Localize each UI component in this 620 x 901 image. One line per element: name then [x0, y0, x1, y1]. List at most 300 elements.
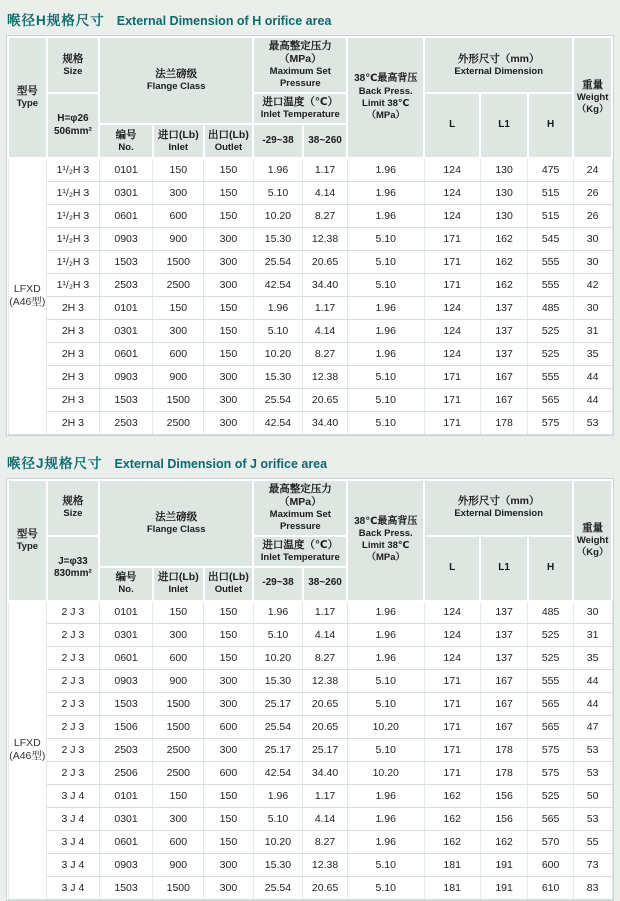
spec-cell: 1¹/₂H 3 [47, 204, 100, 227]
spec-row [8, 365, 612, 388]
col-header-h [528, 93, 573, 158]
model-type-cell [8, 158, 47, 434]
spec-cell: 20.65 [303, 716, 348, 739]
spec-cell: 150 [153, 785, 204, 808]
col-header-temp-range-2 [303, 567, 348, 601]
outlet-label-en: Outlet [205, 584, 253, 596]
spec-cell: 600 [153, 647, 204, 670]
spec-cell: 1.17 [303, 601, 348, 624]
spec-cell: 300 [204, 388, 254, 411]
col-header-inlet-temperature [253, 93, 347, 124]
spec-cell: 83 [573, 877, 612, 900]
spec-cell: 565 [528, 388, 573, 411]
spec-cell: 2 J 3 [47, 693, 100, 716]
section-title-j-cn: 喉径J规格尺寸 [7, 456, 103, 471]
spec-cell: 900 [153, 854, 204, 877]
flange-label-cn: 法兰磅级 [100, 68, 252, 81]
spec-row [8, 342, 612, 365]
col-header-back-pressure [347, 480, 424, 601]
spec-cell: 167 [480, 388, 528, 411]
h-table-header [8, 37, 612, 158]
spec-cell: 5.10 [253, 319, 303, 342]
spec-cell: 300 [153, 624, 204, 647]
spec-cell: 181 [424, 854, 480, 877]
spec-cell: 25.54 [253, 388, 303, 411]
spec-cell: 10.20 [253, 204, 303, 227]
max-set-label-en: Maximum Set Pressure [254, 509, 346, 533]
spec-cell: 0601 [99, 647, 153, 670]
spec-cell: 191 [480, 877, 528, 900]
spec-cell: 485 [528, 296, 573, 319]
spec-cell: 1503 [99, 693, 153, 716]
col-header-l1 [480, 93, 528, 158]
inlet-label-en: Inlet [154, 584, 203, 596]
spec-cell: 600 [153, 204, 204, 227]
spec-cell: 26 [573, 204, 612, 227]
ext-dim-label-en: External Dimension [425, 66, 572, 78]
no-label-en: No. [100, 584, 152, 596]
spec-row [8, 831, 612, 854]
spec-cell: 600 [204, 716, 254, 739]
back-press-line3: Limit 38℃ [348, 98, 423, 110]
spec-cell: 42 [573, 273, 612, 296]
spec-cell: 300 [204, 854, 254, 877]
col-header-back-pressure [347, 37, 424, 158]
spec-cell: 137 [480, 342, 528, 365]
l1-label: L1 [481, 119, 527, 132]
spec-cell: 5.10 [347, 739, 424, 762]
weight-label-en: Weight [574, 92, 611, 104]
spec-cell: 10.20 [253, 647, 303, 670]
h-label: H [529, 119, 572, 132]
spec-cell: 0601 [99, 831, 153, 854]
spec-cell: 124 [424, 319, 480, 342]
spec-cell: 575 [528, 762, 573, 785]
spec-cell: 600 [204, 762, 254, 785]
spec-cell: 44 [573, 388, 612, 411]
spec-row [8, 273, 612, 296]
spec-cell: 124 [424, 624, 480, 647]
spec-cell: 1.96 [347, 181, 424, 204]
spec-cell: 515 [528, 181, 573, 204]
spec-cell: 1.96 [347, 204, 424, 227]
spec-cell: 1.96 [347, 808, 424, 831]
spec-cell: 2500 [153, 411, 204, 434]
back-press-line4: （MPa） [348, 110, 423, 122]
spec-cell: 24 [573, 158, 612, 181]
spec-cell: 171 [424, 250, 480, 273]
spec-cell: 8.27 [303, 831, 348, 854]
spec-cell: 0903 [99, 365, 153, 388]
section-title-h [0, 0, 620, 35]
spec-cell: 525 [528, 647, 573, 670]
spec-cell: 150 [204, 831, 254, 854]
spec-cell: 0903 [99, 854, 153, 877]
spec-cell: 0301 [99, 319, 153, 342]
spec-cell: 0301 [99, 624, 153, 647]
spec-cell: 0903 [99, 670, 153, 693]
spec-cell: 3 J 4 [47, 877, 100, 900]
spec-cell: 2500 [153, 762, 204, 785]
outlet-label-cn: 出口(Lb) [205, 129, 253, 142]
model-type-line2: (A46型) [9, 296, 47, 310]
no-label-cn: 编号 [100, 129, 152, 142]
spec-cell: 300 [204, 877, 254, 900]
back-press-line2: Back Press. [348, 86, 423, 98]
col-header-no [99, 124, 153, 158]
size-label-en: Size [48, 66, 99, 78]
spec-cell: 5.10 [253, 808, 303, 831]
spec-cell: 162 [424, 808, 480, 831]
spec-cell: 53 [573, 762, 612, 785]
type-label-en: Type [9, 541, 46, 553]
spec-cell: 124 [424, 158, 480, 181]
spec-cell: 150 [204, 181, 254, 204]
spec-cell: 2H 3 [47, 296, 100, 319]
spec-cell: 171 [424, 739, 480, 762]
spec-cell: 171 [424, 693, 480, 716]
spec-cell: 42.54 [253, 411, 303, 434]
col-header-outlet [204, 124, 254, 158]
spec-cell: 1500 [153, 877, 204, 900]
spec-cell: 130 [480, 181, 528, 204]
spec-cell: 575 [528, 739, 573, 762]
ext-dim-label-cn: 外形尺寸（mm） [425, 53, 572, 66]
col-header-temp-range-2 [303, 124, 348, 158]
section-title-h-cn: 喉径H规格尺寸 [7, 13, 105, 28]
spec-row [8, 670, 612, 693]
spec-cell: 150 [153, 601, 204, 624]
max-set-label-cn: 最高整定压力（MPa） [254, 40, 346, 66]
spec-cell: 124 [424, 601, 480, 624]
spec-cell: 1506 [99, 716, 153, 739]
spec-cell: 10.20 [347, 716, 424, 739]
col-header-temp-range-1 [253, 567, 303, 601]
spec-cell: 515 [528, 204, 573, 227]
spec-cell: 570 [528, 831, 573, 854]
spec-cell: 30 [573, 601, 612, 624]
spec-cell: 171 [424, 716, 480, 739]
h-orifice-table [7, 36, 613, 435]
spec-cell: 137 [480, 296, 528, 319]
spec-cell: 124 [424, 204, 480, 227]
spec-cell: 600 [153, 831, 204, 854]
spec-cell: 525 [528, 624, 573, 647]
section-title-j [0, 436, 620, 478]
col-header-h [528, 536, 573, 601]
spec-cell: 1500 [153, 716, 204, 739]
spec-cell: 150 [204, 319, 254, 342]
spec-cell: 1503 [99, 877, 153, 900]
col-header-flange-class [99, 37, 253, 124]
spec-cell: 20.65 [303, 693, 348, 716]
spec-cell: 2503 [99, 411, 153, 434]
col-header-l [424, 93, 480, 158]
spec-cell: 5.10 [347, 854, 424, 877]
col-header-outlet [204, 567, 254, 601]
spec-cell: 55 [573, 831, 612, 854]
spec-cell: 162 [480, 250, 528, 273]
spec-cell: 600 [153, 342, 204, 365]
type-label-en: Type [9, 98, 46, 110]
flange-label-cn: 法兰磅级 [100, 511, 252, 524]
section-title-h-en: External Dimension of H orifice area [117, 14, 332, 28]
spec-cell: 30 [573, 296, 612, 319]
spec-row [8, 601, 612, 624]
spec-cell: 15.30 [253, 227, 303, 250]
size-label-cn: 规格 [48, 495, 99, 508]
spec-cell: 35 [573, 342, 612, 365]
spec-cell: 5.10 [347, 670, 424, 693]
col-header-size [47, 480, 100, 536]
spec-cell: 171 [424, 411, 480, 434]
spec-cell: 3 J 4 [47, 808, 100, 831]
spec-cell: 137 [480, 319, 528, 342]
spec-cell: 5.10 [347, 273, 424, 296]
model-type-line1: LFXD [9, 283, 47, 297]
spec-cell: 900 [153, 227, 204, 250]
spec-cell: 1¹/₂H 3 [47, 273, 100, 296]
inlet-temp-label-cn: 进口温度（℃） [254, 539, 346, 552]
spec-cell: 0301 [99, 181, 153, 204]
spec-cell: 0601 [99, 204, 153, 227]
spec-cell: 1.96 [253, 785, 303, 808]
spec-cell: 545 [528, 227, 573, 250]
spec-row [8, 739, 612, 762]
h-label: H [529, 562, 572, 575]
spec-cell: 475 [528, 158, 573, 181]
col-header-weight [573, 480, 612, 601]
spec-cell: 300 [204, 365, 254, 388]
j-orifice-table-wrap [6, 478, 614, 901]
spec-row [8, 250, 612, 273]
col-header-temp-range-1 [253, 124, 303, 158]
spec-cell: 2 J 3 [47, 647, 100, 670]
spec-cell: 1.96 [347, 831, 424, 854]
spec-cell: 124 [424, 181, 480, 204]
inlet-temp-label-cn: 进口温度（℃） [254, 96, 346, 109]
spec-cell: 0101 [99, 601, 153, 624]
spec-cell: 10.20 [253, 831, 303, 854]
spec-cell: 25.54 [253, 877, 303, 900]
col-header-max-set-pressure [253, 480, 347, 536]
spec-row [8, 785, 612, 808]
j-table-header [8, 480, 612, 601]
size-spec-line1: J=φ33 [48, 556, 99, 569]
max-set-label-en: Maximum Set Pressure [254, 66, 346, 90]
spec-cell: 300 [204, 411, 254, 434]
spec-cell: 25.54 [253, 250, 303, 273]
back-press-line1: 38℃最高背压 [348, 516, 423, 529]
spec-cell: 167 [480, 670, 528, 693]
spec-cell: 4.14 [303, 808, 348, 831]
spec-cell: 15.30 [253, 670, 303, 693]
spec-cell: 1¹/₂H 3 [47, 181, 100, 204]
spec-cell: 137 [480, 601, 528, 624]
spec-cell: 12.38 [303, 227, 348, 250]
spec-cell: 171 [424, 762, 480, 785]
l-label: L [425, 119, 479, 132]
spec-cell: 178 [480, 739, 528, 762]
weight-label-en: Weight [574, 535, 611, 547]
spec-row [8, 181, 612, 204]
j-table-body [8, 601, 612, 900]
spec-cell: 2503 [99, 273, 153, 296]
h-orifice-section [0, 0, 620, 436]
spec-cell: 555 [528, 365, 573, 388]
spec-cell: 8.27 [303, 204, 348, 227]
spec-row [8, 877, 612, 900]
spec-cell: 2503 [99, 739, 153, 762]
spec-cell: 178 [480, 762, 528, 785]
spec-cell: 525 [528, 342, 573, 365]
spec-cell: 1.17 [303, 158, 348, 181]
col-header-size-spec [47, 536, 100, 601]
spec-cell: 181 [424, 877, 480, 900]
spec-cell: 137 [480, 624, 528, 647]
spec-cell: 5.10 [253, 181, 303, 204]
spec-cell: 5.10 [347, 250, 424, 273]
spec-cell: 25.17 [253, 693, 303, 716]
spec-cell: 35 [573, 647, 612, 670]
col-header-inlet [153, 124, 204, 158]
spec-cell: 0301 [99, 808, 153, 831]
back-press-line2: Back Press. [348, 528, 423, 540]
spec-cell: 525 [528, 785, 573, 808]
spec-cell: 42.54 [253, 762, 303, 785]
h-orifice-table-wrap [6, 35, 614, 436]
spec-cell: 124 [424, 296, 480, 319]
spec-row [8, 762, 612, 785]
spec-cell: 150 [204, 808, 254, 831]
h-table-body [8, 158, 612, 434]
j-orifice-section [0, 436, 620, 901]
spec-cell: 610 [528, 877, 573, 900]
spec-row [8, 808, 612, 831]
outlet-label-cn: 出口(Lb) [205, 571, 253, 584]
spec-cell: 2 J 3 [47, 762, 100, 785]
spec-cell: 2500 [153, 739, 204, 762]
spec-cell: 2H 3 [47, 342, 100, 365]
spec-cell: 162 [424, 785, 480, 808]
spec-cell: 1.17 [303, 296, 348, 319]
spec-cell: 150 [204, 158, 254, 181]
spec-cell: 2H 3 [47, 411, 100, 434]
spec-cell: 156 [480, 785, 528, 808]
col-header-type [8, 480, 47, 601]
j-orifice-table [7, 479, 613, 901]
spec-cell: 2 J 3 [47, 601, 100, 624]
spec-cell: 150 [204, 204, 254, 227]
col-header-external-dimension [424, 480, 573, 536]
spec-cell: 1.96 [347, 158, 424, 181]
spec-cell: 171 [424, 365, 480, 388]
spec-cell: 1¹/₂H 3 [47, 250, 100, 273]
spec-cell: 42.54 [253, 273, 303, 296]
spec-cell: 8.27 [303, 647, 348, 670]
spec-cell: 600 [528, 854, 573, 877]
spec-cell: 150 [204, 296, 254, 319]
spec-cell: 0101 [99, 785, 153, 808]
spec-cell: 1.96 [253, 296, 303, 319]
col-header-weight [573, 37, 612, 158]
spec-cell: 5.10 [347, 411, 424, 434]
spec-cell: 555 [528, 670, 573, 693]
spec-cell: 5.10 [347, 388, 424, 411]
outlet-label-en: Outlet [205, 142, 253, 154]
max-set-label-cn: 最高整定压力（MPa） [254, 483, 346, 509]
spec-cell: 44 [573, 670, 612, 693]
spec-cell: 300 [204, 739, 254, 762]
spec-cell: 12.38 [303, 670, 348, 693]
spec-cell: 31 [573, 624, 612, 647]
spec-cell: 26 [573, 181, 612, 204]
spec-cell: 171 [424, 273, 480, 296]
spec-cell: 0903 [99, 227, 153, 250]
spec-cell: 150 [153, 296, 204, 319]
col-header-inlet-temperature [253, 536, 347, 567]
inlet-temp-label-en: Inlet Temperature [254, 552, 346, 564]
spec-cell: 0101 [99, 158, 153, 181]
spec-cell: 191 [480, 854, 528, 877]
spec-cell: 1.96 [253, 158, 303, 181]
spec-cell: 53 [573, 411, 612, 434]
spec-cell: 555 [528, 250, 573, 273]
spec-cell: 3 J 4 [47, 854, 100, 877]
inlet-temp-label-en: Inlet Temperature [254, 109, 346, 121]
back-press-line4: （MPa） [348, 552, 423, 564]
spec-cell: 12.38 [303, 854, 348, 877]
spec-cell: 8.27 [303, 342, 348, 365]
spec-cell: 300 [153, 808, 204, 831]
spec-row [8, 854, 612, 877]
spec-cell: 1.17 [303, 785, 348, 808]
spec-cell: 31 [573, 319, 612, 342]
spec-cell: 10.20 [253, 342, 303, 365]
spec-cell: 53 [573, 808, 612, 831]
spec-cell: 44 [573, 693, 612, 716]
spec-cell: 171 [424, 670, 480, 693]
spec-cell: 1.96 [347, 296, 424, 319]
spec-cell: 2H 3 [47, 365, 100, 388]
spec-row [8, 411, 612, 434]
spec-cell: 30 [573, 227, 612, 250]
spec-cell: 1.96 [347, 319, 424, 342]
spec-cell: 485 [528, 601, 573, 624]
weight-unit: （Kg） [574, 547, 611, 559]
model-type-cell [8, 601, 47, 900]
spec-cell: 300 [204, 227, 254, 250]
spec-cell: 5.10 [347, 227, 424, 250]
model-type-line2: (A46型) [9, 750, 47, 764]
l-label: L [425, 562, 479, 575]
spec-cell: 300 [204, 670, 254, 693]
temp-range-2-label: 38~260 [304, 577, 347, 590]
temp-range-2-label: 38~260 [304, 135, 347, 148]
spec-cell: 3 J 4 [47, 831, 100, 854]
spec-cell: 25.54 [253, 716, 303, 739]
col-header-no [99, 567, 153, 601]
spec-cell: 162 [480, 273, 528, 296]
spec-cell: 2 J 3 [47, 670, 100, 693]
spec-row [8, 647, 612, 670]
spec-cell: 178 [480, 411, 528, 434]
weight-label-cn: 重量 [574, 79, 611, 92]
spec-cell: 900 [153, 365, 204, 388]
size-spec-line2: 830mm² [48, 568, 99, 581]
spec-cell: 5.10 [347, 693, 424, 716]
spec-cell: 1503 [99, 250, 153, 273]
